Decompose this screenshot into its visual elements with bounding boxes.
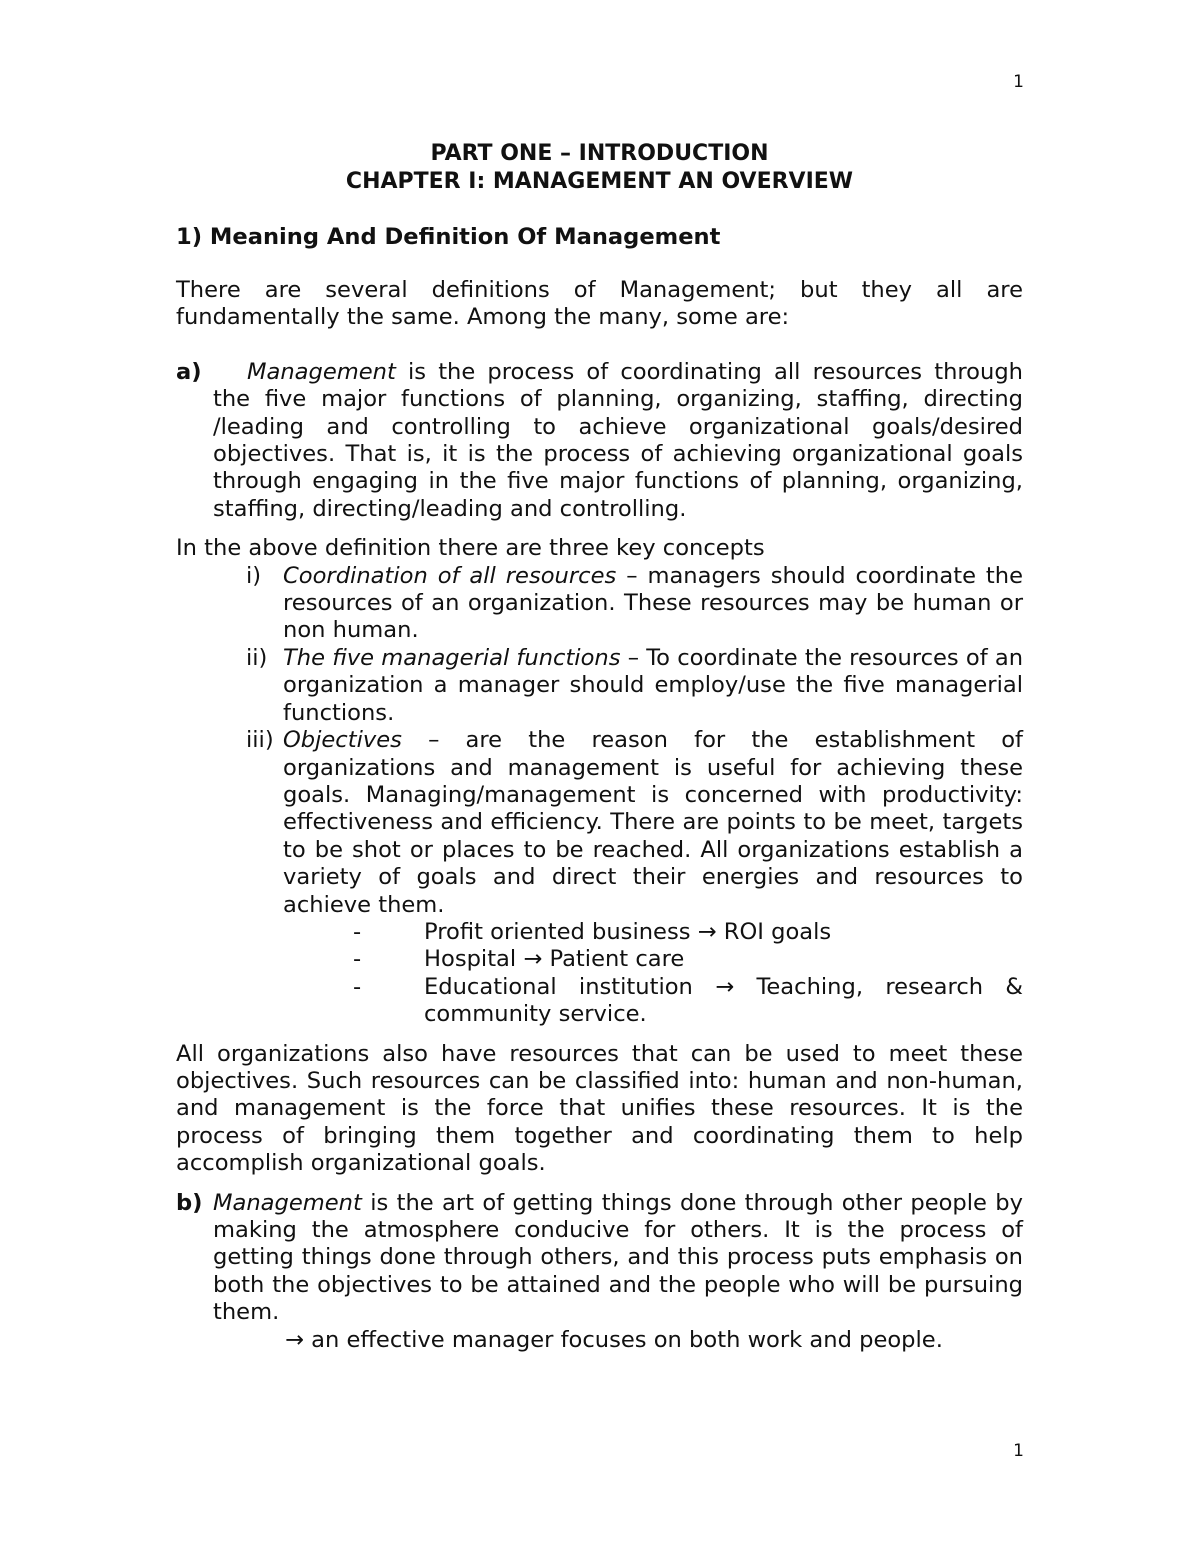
concept-term: Objectives	[283, 727, 402, 754]
example-item	[283, 919, 1023, 946]
section-heading: 1) Meaning And Definition Of Management	[176, 224, 721, 250]
concept-marker: ii)	[246, 644, 268, 671]
definition-b-marker: b)	[176, 1189, 203, 1216]
concept-marker: i)	[246, 562, 262, 589]
example-item	[283, 974, 1023, 1029]
examples-list	[283, 919, 1023, 1029]
dash-marker: -	[353, 973, 362, 1000]
concept-term: The five managerial functions	[283, 644, 621, 671]
concept-item-1	[246, 563, 1023, 645]
page-number-bottom: 1	[1013, 1441, 1024, 1461]
definition-a-marker: a)	[176, 358, 202, 385]
document-body	[176, 140, 1023, 1354]
example-text: Educational institution → Teaching, research & community service.	[424, 973, 1023, 1028]
dash-marker: -	[353, 918, 362, 945]
key-concepts-list	[246, 563, 1023, 919]
definition-a-text	[213, 359, 1023, 523]
chapter-title: CHAPTER I: MANAGEMENT AN OVERVIEW	[345, 169, 854, 194]
concept-text: – are the reason for the establishment of organizations and management is useful for achieving these goals. Managing/management is concerned with productivity: effectiveness and efficiency. There are points to be meet, targets to be shot or places to be reached. All organizations establish a variety of goals and direct their energies and resources to achieve them.	[283, 727, 1023, 918]
example-item	[283, 946, 1023, 973]
definition-b-term: Management	[213, 1189, 362, 1216]
resources-paragraph: All organizations also have resources that can be used to meet these objectives. Such resources can be classified into: human and non-human, and management is the force that unifies these resources. It is the process of bringing them together and coordinating them to help accomplish organizational goals.	[176, 1040, 1023, 1177]
dash-marker: -	[353, 946, 362, 973]
definition-a-body: is the process of coordinating all resources through the five major functions of planning, organizing, staffing, directing /leading and controlling to achieve organizational goals/desired objectives. That is, it is the process of achieving organizational goals through engaging in the five major functions of planning, organizing, staffing, directing/leading and controlling.	[213, 358, 1023, 522]
page-number-top: 1	[1013, 72, 1024, 92]
example-text: Hospital → Patient care	[424, 946, 685, 973]
concept-text: – managers should coordinate the resources of an organization. These resources may be human or non human.	[283, 562, 1024, 644]
definition-b-text	[213, 1190, 1023, 1327]
concept-text: – To coordinate the resources of an organization a manager should employ/use the five managerial functions.	[283, 644, 1024, 726]
concept-item-2	[246, 645, 1023, 727]
definition-a-term: Management	[247, 358, 396, 385]
closing-line: → an effective manager focuses on both work and people.	[285, 1326, 943, 1353]
definition-b-body: is the art of getting things done through other people by making the atmosphere conducive for others. It is the process of getting things done through others, and this process puts emphasis on both the objectives to be attained and the people who will be pursuing them.	[213, 1189, 1023, 1326]
example-text: Profit oriented business → ROI goals	[424, 918, 832, 945]
key-concepts-intro: In the above definition there are three key concepts	[176, 535, 765, 562]
concept-item-3	[246, 727, 1023, 919]
definition-a	[176, 359, 1023, 523]
concept-marker: iii)	[246, 727, 274, 754]
concept-term: Coordination of all resources	[283, 562, 617, 589]
intro-paragraph: There are several definitions of Management; but they all are fundamentally the same. Among the many, some are:	[176, 277, 1023, 331]
definition-b	[176, 1190, 1023, 1354]
part-title: PART ONE – INTRODUCTION	[430, 141, 769, 166]
